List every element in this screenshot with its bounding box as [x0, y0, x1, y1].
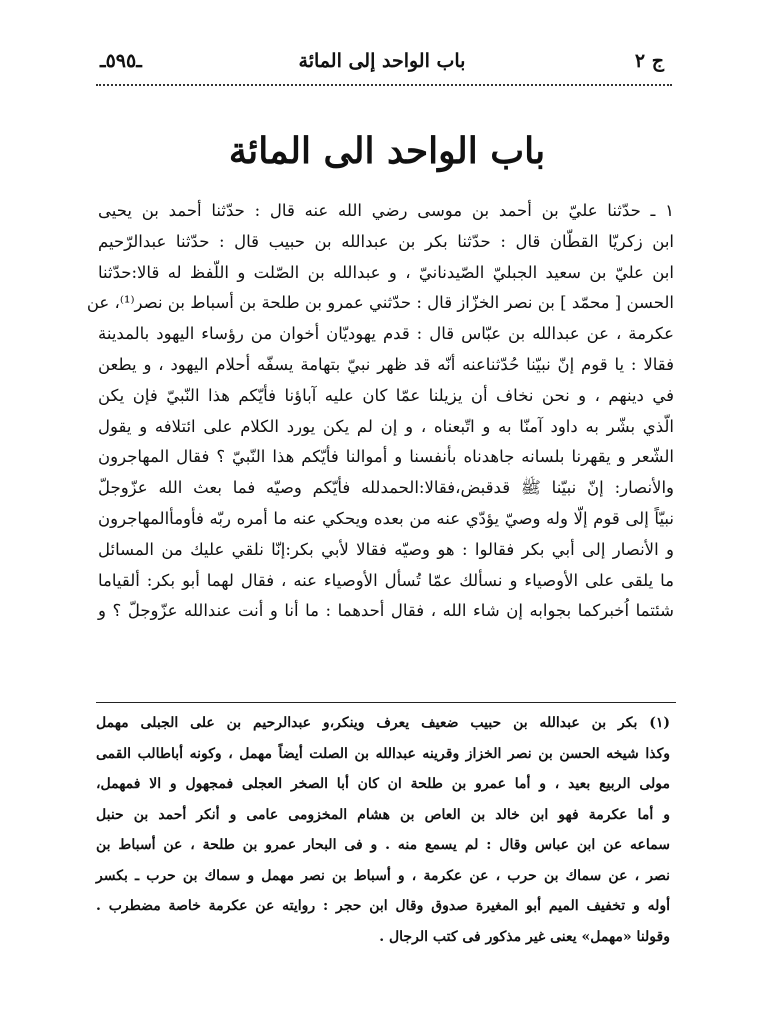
text-line: الّذي بشّر به داود آمنّا به و اتّبعناه ، و إن لم يكن يورد الكلام على ائتلافه و يقول [98, 416, 674, 436]
footnote-line: مولى الربيع بعيد ، و أما عمرو بن طلحة ان كان أبا الصخر العجلى فمجهول و الا فمهمل، [96, 776, 670, 792]
running-head [100, 46, 664, 80]
text-line: والأنصار: إنّ نبيّنا ﷺ قدقبض،فقالا:الحمدلله فأيّكم وصيّه فما بعث الله عزّوجلّ [98, 478, 674, 498]
footnote-line: سماعه عن ابن عباس وقال : لم يسمع منه . و فى البحار عمرو بن طلحة ، عن أسباط بن [96, 837, 670, 853]
running-head-chapter: باب الواحد إلى المائة [298, 50, 466, 72]
text-line: عكرمة ، عن عبدالله بن عبّاس قال : قدم يهوديّان أخوان من رؤساء اليهود بالمدينة [98, 324, 674, 344]
text-line: فقالا : يا قوم إنّ نبيّنا حُدّثناعنه أنّه قد ظهر نبيّ بتهامة يسفّه أحلام اليهود ، و يطعن [98, 354, 674, 374]
text-line: ١ ـ حدّثنا عليّ بن أحمد بن موسى رضي الله عنه قال : حدّثنا أحمد بن يحيى [98, 201, 674, 220]
footnote-line: أوله و تخفيف الميم أبو المغيرة صدوق وقال ابن حجر : روايته عن عكرمة خاصة مضطرب . [96, 898, 670, 914]
footnote-divider [96, 702, 676, 703]
header-dotted-divider [96, 84, 672, 86]
chapter-title: باب الواحد الى المائة [228, 130, 546, 172]
text-line: الحسن [ محمّد ] بن نصر الخزّاز قال : حدّثني عمرو بن طلحة بن أسباط بن نصر⁽¹⁾، عن [86, 293, 674, 313]
page-number: ـ٥٩٥ـ [100, 50, 142, 72]
footnote-line: نصر ، عن سماك بن حرب ، عن عكرمة ، و أسباط بن نصر مهمل و سماك بن حرب ـ بكسر [96, 867, 670, 884]
main-text [86, 196, 674, 627]
text-line: في دينهم ، و نحن نخاف أن يزيلنا عمّا كان عليه آباؤنا فأيّكم هذا النّبيّ فإن يكن [98, 385, 674, 405]
text-line: ابن عليّ بن سعيد الجبليّ الصّيدنانيّ ، و عبدالله بن الصّلت و اللّفظ له قالا:حدّثنا [98, 262, 674, 282]
footnote-line: وكذا شيخه الحسن بن نصر الخزاز وقرينه عبدالله بن الصلت أيضاً مهمل ، وكونه أباطالب القمى [96, 745, 670, 762]
text-line: شئتما اُخبركما بجوابه إن شاء الله ، فقال أحدهما : ما أنا و أنت عندالله عزّوجلّ ؟ و [98, 601, 674, 621]
text-line: ما يلقى على الأوصياء و نسألك عمّا تُسأل الأوصياء عنه ، فقال لهما أبو بكر: ألقياما [98, 570, 674, 590]
footnote-line: وقولنا «مهمل» يعنى غير مذكور فى كتب الرجال . [379, 928, 670, 945]
text-line: الشّعر و يقهرنا بلسانه جاهدناه بأنفسنا و أموالنا فأيّكم هذا النّبيّ ؟ فقال المهاجرون [98, 447, 674, 467]
text-line: و الأنصار إلى أبي بكر فقالوا : هو وصيّه فقالا لأبي بكر:إنّا نلقي عليك من المسائل [98, 539, 674, 559]
footnote-line: و أما عكرمة فهو ابن خالد بن العاص بن هشام المخزومى عامى و أنكر أحمد بن حنبل [96, 806, 670, 823]
text-line: ابن زكريّا القطّان قال : حدّثنا بكر بن عبدالله بن حبيب قال : حدّثنا عبدالرّحيم [98, 231, 674, 251]
text-line: نبيّاً إلى قوم إلّا وله وصيّ يؤدّي عنه من بعده ويحكي عنه ما أمره ربّه فأومأالمهاجرون [98, 508, 674, 528]
volume-label: ج ٢ [634, 50, 664, 72]
footnotes [96, 708, 670, 952]
footnote-line: (١) بكر بن عبدالله بن حبيب ضعيف يعرف وينكر،و عبدالرحيم بن على الجبلى مهمل [96, 715, 670, 731]
